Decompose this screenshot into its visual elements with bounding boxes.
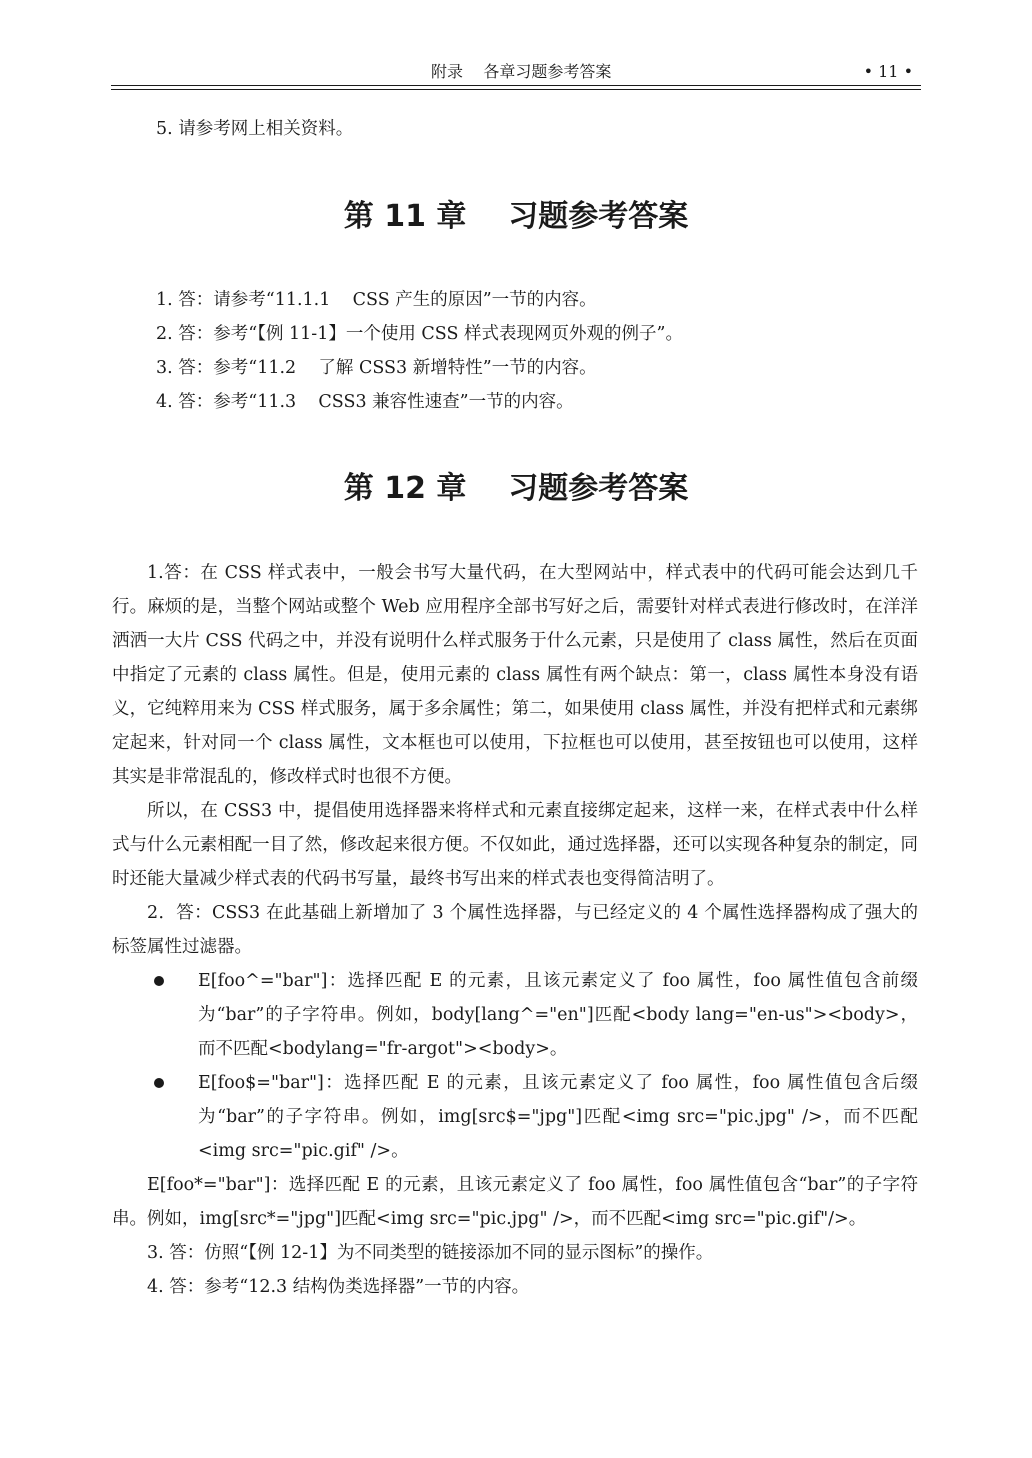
ch12-answer-3: 3. 答：仿照“【例 12-1】为不同类型的链接添加不同的显示图标”的操作。 [147, 1243, 714, 1263]
ch11-answer-3: 3. 答：参考“11.2 了解 CSS3 新增特性”一节的内容。 [156, 358, 597, 378]
ch11-answer-4: 4. 答：参考“11.3 CSS3 兼容性速查”一节的内容。 [156, 392, 574, 412]
bullet-dot-icon [154, 1078, 164, 1088]
chapter-11-title: 第 11 章 习题参考答案 [343, 199, 689, 234]
bullet-item [112, 964, 918, 1066]
ch12-answer-1: 1.答：在 CSS 样式表中，一般会书写大量代码，在大型网站中，样式表中的代码可能会达到几千行。麻烦的是，当整个网站或整个 Web 应用程序全部书写好之后，需要针对样式表进行修改时，在洋洋洒洒一大片 CSS 代码之中，并没有说明什么样式服务于什么元素，只是使用了 class 属性，然后在页面中指定了元素的 class 属性。但是，使用元素的 class 属性有两个缺点：第一，class 属性本身没有语义，它纯粹用来为 CSS 样式服务，属于多余属性；第二，如果使用 class 属性，并没有把样式和元素绑定起来，针对同一个 class 属性，文本框也可以使用，下拉框也可以使用，甚至按钮也可以使用，这样其实是非常混乱的，修改样式时也很不方便。 [112, 563, 918, 787]
running-header [111, 60, 921, 84]
header-rule-thin [111, 89, 921, 90]
bullet-text: E[foo^="bar"]：选择匹配 E 的元素，且该元素定义了 foo 属性，foo 属性值包含前缀为“bar”的子字符串。例如，body[lang^="en"]匹配<body lang="en-us"><body>，而不匹配<bodylang="fr-argot"><body>。 [198, 971, 918, 1059]
bullet-item [112, 1066, 918, 1168]
answer-item-5: 5. 请参考网上相关资料。 [156, 119, 354, 139]
page-number: • 11 • [863, 62, 913, 81]
bullet-text: E[foo$="bar"]：选择匹配 E 的元素，且该元素定义了 foo 属性，foo 属性值包含后缀为“bar”的子字符串。例如，img[src$="jpg"]匹配<img src="pic.jpg" />，而不匹配<img src="pic.gif" />。 [198, 1073, 918, 1161]
ch11-answer-1: 1. 答：请参考“11.1.1 CSS 产生的原因”一节的内容。 [156, 290, 597, 310]
chapter-12-title: 第 12 章 习题参考答案 [343, 471, 689, 506]
header-rule-thick [111, 85, 921, 86]
ch12-body [112, 556, 918, 1304]
ch12-answer-1-cont: 所以，在 CSS3 中，提倡使用选择器来将样式和元素直接绑定起来，这样一来，在样式表中什么样式与什么元素相配一目了然，修改起来很方便。不仅如此，通过选择器，还可以实现各种复杂的制定，同时还能大量减少样式表的代码书写量，最终书写出来的样式表也变得简洁明了。 [112, 801, 918, 889]
ch12-answer-2: 2．答：CSS3 在此基础上新增加了 3 个属性选择器，与已经定义的 4 个属性选择器构成了强大的标签属性过滤器。 [112, 903, 918, 957]
ch11-answer-2: 2. 答：参考“【例 11-1】一个使用 CSS 样式表现网页外观的例子”。 [156, 324, 683, 344]
header-title: 附录 各章习题参考答案 [431, 62, 612, 81]
ch12-answer-2-cont: E[foo*="bar"]：选择匹配 E 的元素，且该元素定义了 foo 属性，foo 属性值包含“bar”的子字符串。例如，img[src*="jpg"]匹配<img src="pic.jpg" />，而不匹配<img src="pic.gif"/>。 [112, 1175, 918, 1229]
ch12-answer-4: 4. 答：参考“12.3 结构伪类选择器”一节的内容。 [147, 1277, 530, 1297]
bullet-dot-icon [154, 976, 164, 986]
